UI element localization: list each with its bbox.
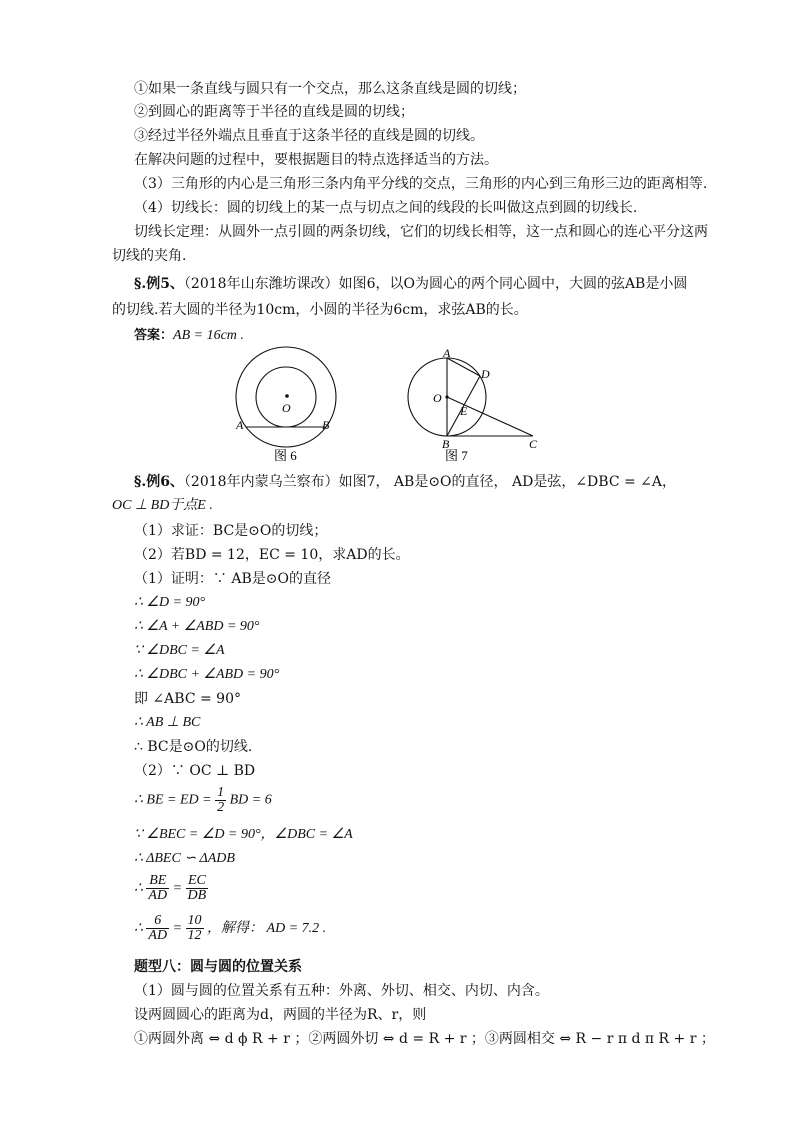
equals-sign: = bbox=[172, 881, 183, 896]
proof-step-13 bbox=[134, 873, 208, 905]
chord-ad bbox=[447, 358, 480, 376]
answer-label: 答案： bbox=[134, 328, 174, 343]
label-a: A bbox=[236, 418, 244, 432]
label-e: E bbox=[460, 404, 468, 418]
label-o: O bbox=[433, 391, 442, 405]
question-2: （2）若BD = 12，EC = 10，求AD的长。 bbox=[134, 547, 410, 563]
theory-item-3: ③经过半径外端点且垂直于这条半径的直线是圆的切线。 bbox=[134, 128, 484, 144]
fraction-denominator: DB bbox=[187, 888, 207, 904]
proof-step-14 bbox=[134, 913, 326, 945]
proof-step-7: ∴ AB ⊥ BC bbox=[134, 715, 201, 730]
example6-line-1 bbox=[134, 473, 676, 491]
fraction-numerator: 1 bbox=[217, 785, 225, 800]
label-a: A bbox=[443, 346, 451, 360]
proof-step-1: （1）证明：∵ AB是⊙O的直径 bbox=[134, 571, 331, 587]
label-o: O bbox=[282, 401, 291, 415]
example6-label: §.例6、 bbox=[134, 474, 184, 490]
tangent-theorem-line-1: 切线长定理：从圆外一点引圆的两条切线，它们的切线长相等，这一点和圆心的连心平分这两 bbox=[134, 224, 708, 240]
fraction-6-ad bbox=[146, 914, 169, 943]
fraction-numerator: EC bbox=[186, 874, 209, 889]
theory-item-1: ①如果一条直线与圆只有一个交点，那么这条直线是圆的切线； bbox=[134, 81, 526, 97]
tangent-theorem-line-2: 切线的夹角. bbox=[112, 248, 187, 264]
proof-step-10 bbox=[134, 786, 272, 815]
label-b: B bbox=[322, 418, 330, 432]
fraction-denominator: 12 bbox=[187, 928, 202, 944]
example6-line-2: OC ⊥ BD于点E . bbox=[112, 498, 213, 513]
fraction-numerator: BE bbox=[146, 874, 169, 889]
label-d: D bbox=[481, 367, 490, 381]
label-b: B bbox=[442, 437, 450, 451]
center-point-o bbox=[285, 394, 289, 398]
proof-step-5: ∴ ∠DBC + ∠ABD = 90° bbox=[134, 667, 280, 682]
answer-value: AB = 16cm . bbox=[173, 328, 244, 343]
figure-6-caption: 图 6 bbox=[274, 448, 297, 463]
fraction-ec-db bbox=[186, 874, 209, 903]
center-point-o bbox=[445, 395, 448, 398]
proof-step-4: ∵ ∠DBC = ∠A bbox=[134, 643, 225, 658]
proof-step-3: ∴ ∠A + ∠ABD = 90° bbox=[134, 619, 260, 634]
proof-step-2: ∴ ∠D = 90° bbox=[134, 595, 206, 610]
type8-line-2: 设两圆圆心的距离为d，两圆的半径为R、r，则 bbox=[134, 1007, 427, 1023]
figure-7-caption: 图 7 bbox=[445, 448, 468, 463]
proof-step-9: （2）∵ OC ⊥ BD bbox=[134, 763, 256, 779]
theory-method: 在解决问题的过程中，要根据题目的特点选择适当的方法。 bbox=[134, 152, 498, 168]
example5-text-1: （2018年山东潍坊课改）如图6，以O为圆心的两个同心圆中，大圆的弦AB是小圆 bbox=[183, 276, 688, 292]
step-14-result: ，解得： AD = 7.2 . bbox=[207, 921, 327, 936]
label-c: C bbox=[529, 437, 538, 451]
type8-heading: 题型八：圆与圆的位置关系 bbox=[134, 959, 302, 975]
example5-answer bbox=[134, 326, 244, 345]
figure-6 bbox=[230, 345, 345, 465]
question-1: （1）求证：BC是⊙O的切线； bbox=[134, 523, 328, 539]
example5-label: §.例5、 bbox=[134, 276, 184, 292]
example5-line-2: 的切线.若大圆的半径为10cm，小圆的半径为6cm，求弦AB的长。 bbox=[112, 302, 528, 318]
type8-line-1: （1）圆与圆的位置关系有五种：外离、外切、相交、内切、内含。 bbox=[134, 983, 549, 999]
proof-step-8: ∴ BC是⊙O的切线. bbox=[134, 739, 253, 755]
fraction-denominator: 2 bbox=[217, 800, 225, 815]
proof-step-12: ∴ ΔBEC ∽ ΔADB bbox=[134, 851, 235, 866]
theory-tangent-length: （4）切线长：圆的切线上的某一点与切点之间的线段的长叫做这点到圆的切线长. bbox=[134, 200, 638, 216]
theory-incenter: （3）三角形的内心是三角形三条内角平分线的交点，三角形的内心到三角形三边的距离相等. bbox=[134, 176, 708, 192]
fraction-numerator: 10 bbox=[187, 913, 202, 929]
example6-text-1: （2018年内蒙乌兰察布）如图7， AB是⊙O的直径， AD是弦，∠DBC = ∠A， bbox=[183, 474, 677, 490]
proof-step-6: 即 ∠ABC = 90° bbox=[134, 691, 241, 707]
step-10-prefix: ∴ BE = ED = bbox=[134, 792, 212, 808]
theory-item-2: ②到圆心的距离等于半径的直线是圆的切线； bbox=[134, 104, 414, 120]
type8-line-3: ①两圆外离 ⇔ d ϕ R + r ；②两圆外切 ⇔ d = R + r ；③两圆相交 ⇔ R − r π d π R + r ； bbox=[134, 1031, 715, 1047]
fraction-10-12 bbox=[186, 914, 204, 943]
example5-line-1 bbox=[134, 275, 687, 293]
figure-7 bbox=[405, 345, 550, 465]
therefore-symbol: ∴ bbox=[134, 881, 143, 896]
fraction-numerator: 6 bbox=[146, 914, 169, 929]
fraction-be-ad bbox=[146, 874, 169, 903]
fraction-denominator: AD bbox=[148, 928, 168, 944]
fraction-denominator: AD bbox=[148, 888, 168, 904]
step-10-suffix: BD = 6 bbox=[229, 792, 272, 808]
equals-sign: = bbox=[172, 921, 183, 936]
fraction-one-half bbox=[215, 786, 226, 815]
proof-step-11: ∵ ∠BEC = ∠D = 90°，∠DBC = ∠A bbox=[134, 827, 353, 842]
therefore-symbol: ∴ bbox=[134, 921, 143, 936]
